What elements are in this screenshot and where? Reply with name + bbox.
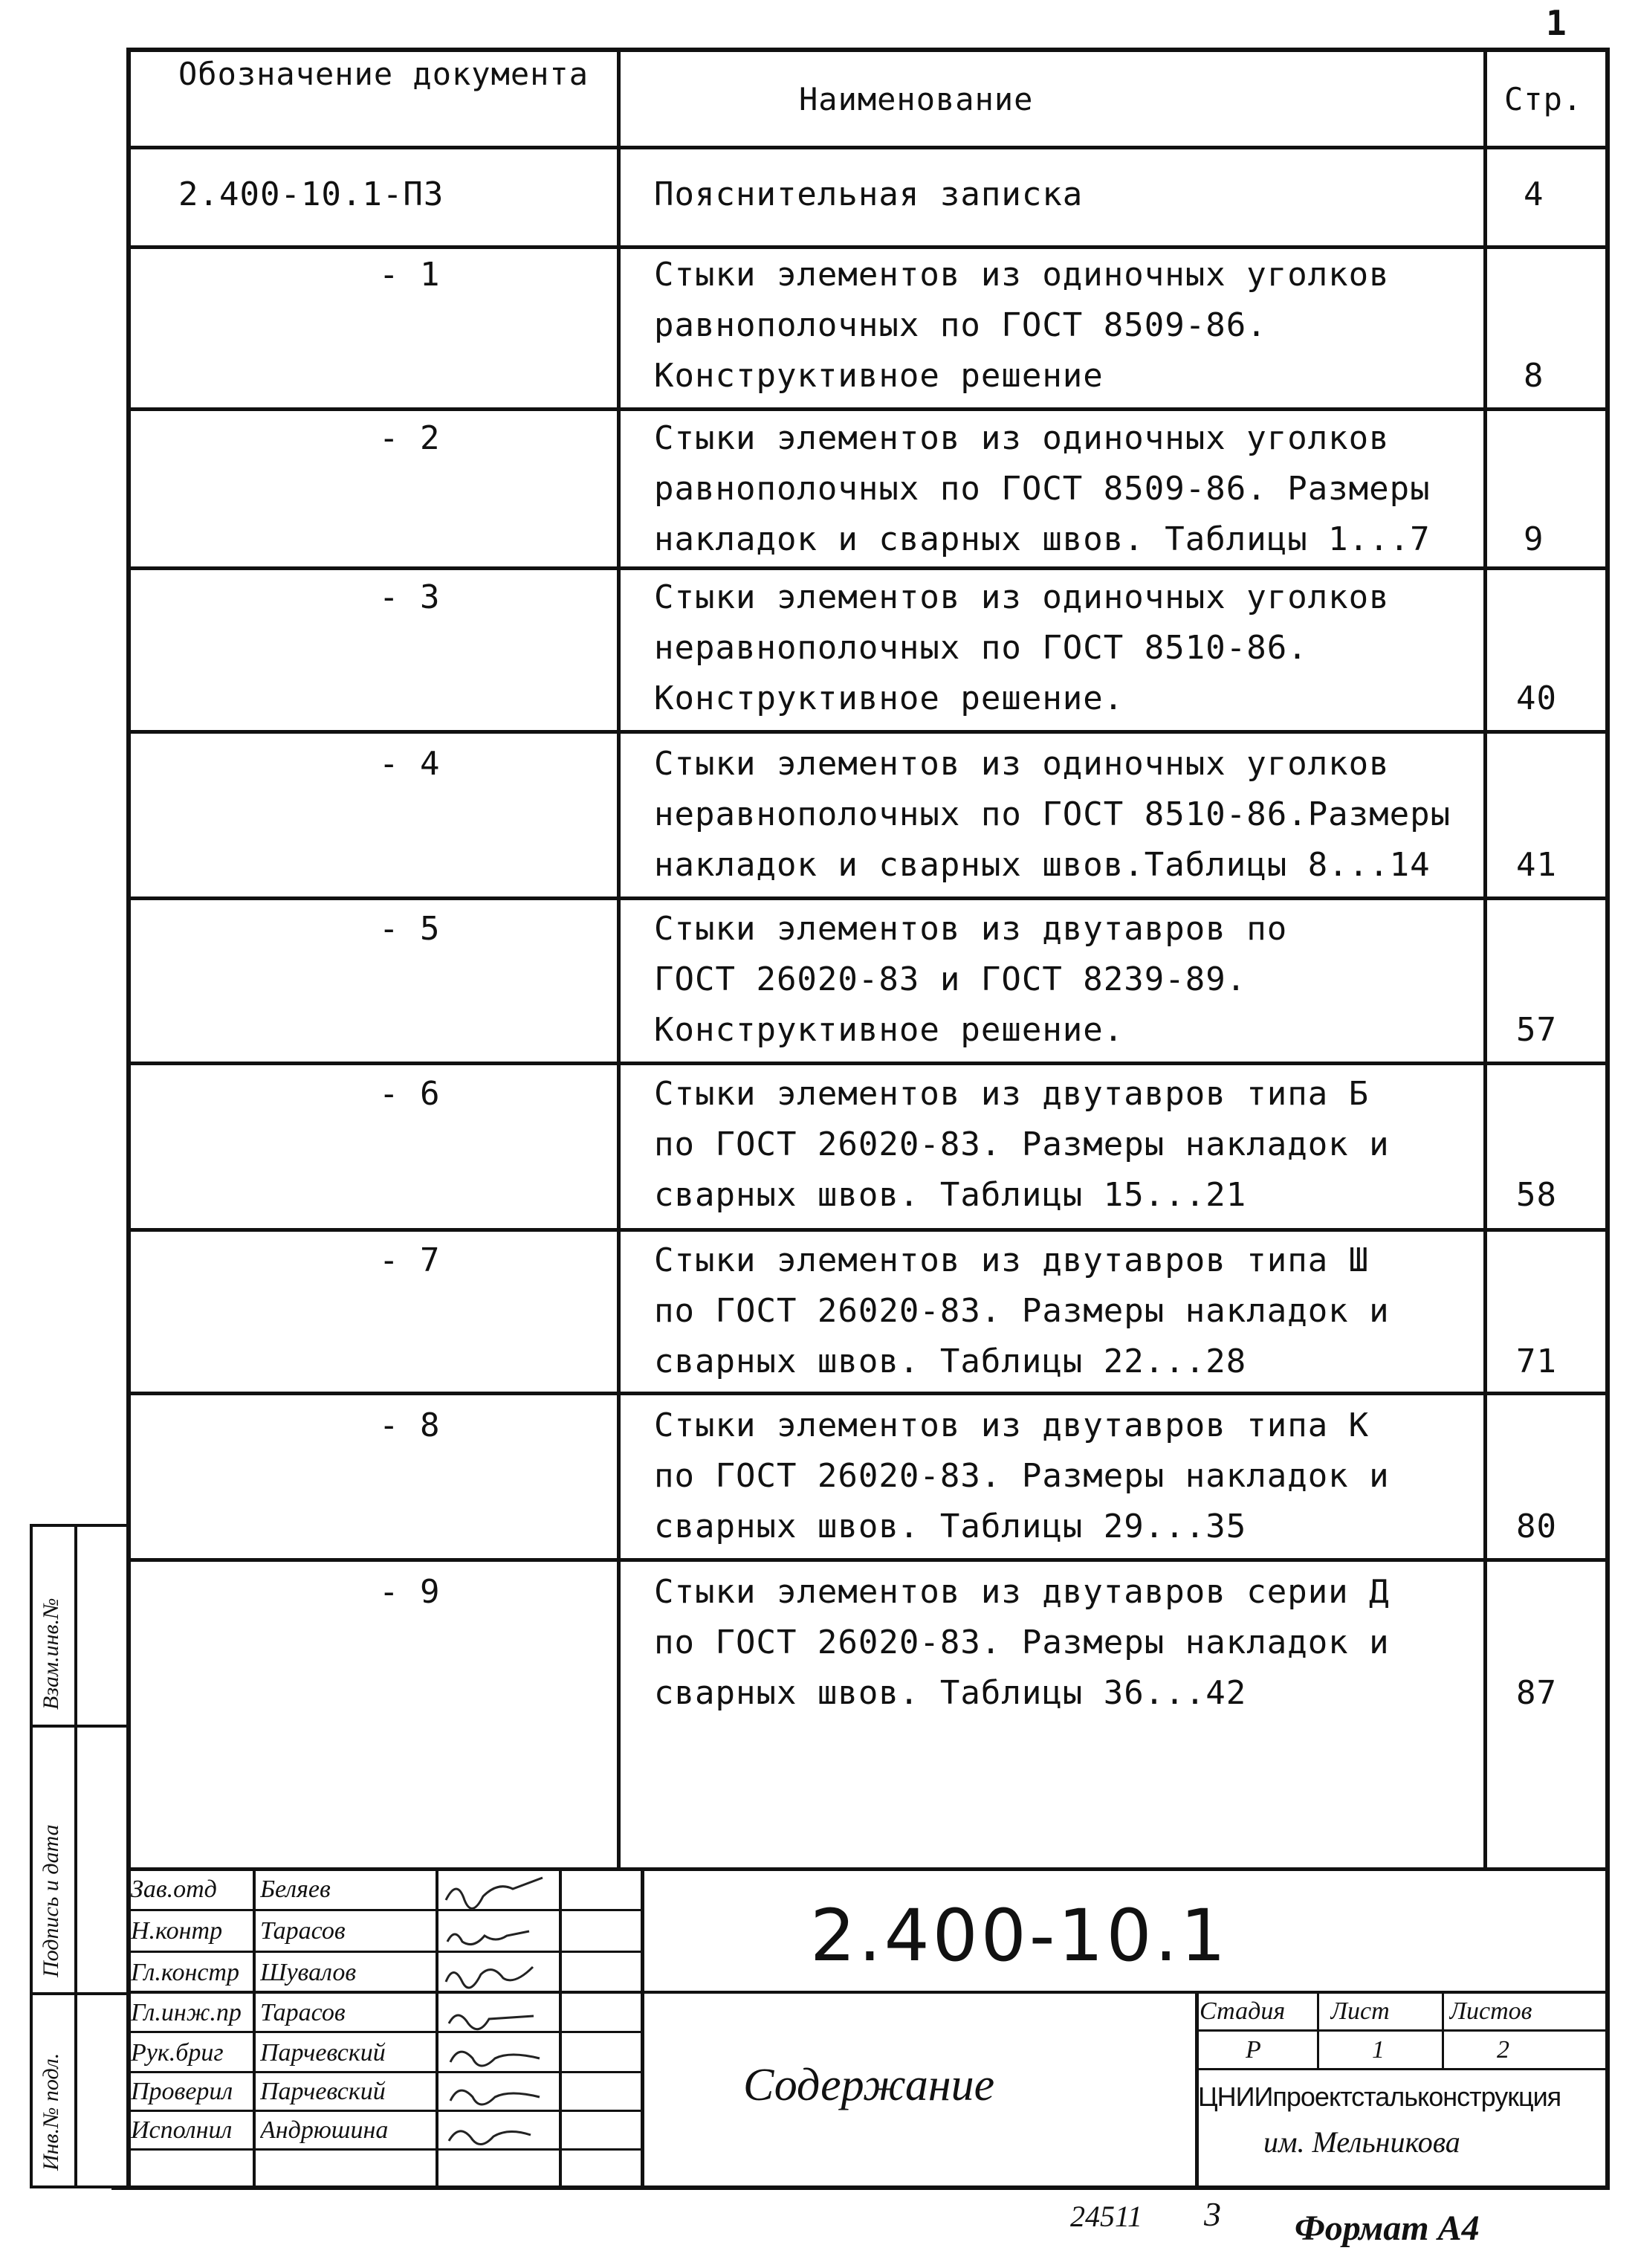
org-name-line2: им. Мельникова: [1263, 2125, 1460, 2159]
stamp-vline: [1442, 1991, 1444, 2070]
stamp-role: Н.контр: [131, 1917, 223, 1945]
row-line: [126, 1062, 1610, 1065]
header-designation: Обозначение документа: [178, 56, 589, 92]
header-page: Стр.: [1504, 81, 1583, 117]
row-line-text: Пояснительная записка: [654, 175, 1084, 213]
stamp-vline: [253, 1867, 256, 2187]
row-line-text: равнополочных по ГОСТ 8509-86. Размеры: [654, 470, 1431, 508]
stamp-name: Тарасов: [260, 1917, 346, 1945]
row-line: [126, 1392, 1610, 1395]
row-line-text: Стыки элементов из двутавров типа Б: [654, 1075, 1370, 1113]
frame-bottom: [111, 2185, 1610, 2190]
row-line-text: по ГОСТ 26020-83. Размеры накладок и: [654, 1125, 1390, 1163]
corner-mark: 1: [1546, 3, 1567, 43]
stamp-role: Проверил: [131, 2078, 233, 2105]
stamp-hline: [126, 1951, 642, 1953]
stage-value: Р: [1246, 2036, 1261, 2064]
stamp-name: Андрюшина: [260, 2116, 389, 2144]
side-label-signature-date: Подпись и дата: [39, 1824, 63, 1977]
row-page: 58: [1516, 1176, 1557, 1214]
side-label-inv-original: Инв.№ подл.: [39, 2052, 63, 2171]
row-code: 2.400-10.1-ПЗ: [178, 175, 444, 213]
row-line-text: по ГОСТ 26020-83. Размеры накладок и: [654, 1624, 1390, 1661]
stamp-name: Шувалов: [260, 1959, 357, 1986]
stamp-title: Содержание: [743, 2060, 995, 2110]
row-line: [126, 245, 1610, 249]
row-code: - 9: [379, 1573, 441, 1611]
row-line: [126, 1228, 1610, 1232]
row-line-text: Конструктивное решение.: [654, 1011, 1124, 1049]
row-line-text: неравнополочных по ГОСТ 8510-86.Размеры: [654, 795, 1451, 833]
signature-scribbles: [438, 1870, 559, 2185]
stamp-vline: [641, 1867, 644, 2187]
row-page: 40: [1516, 679, 1557, 717]
stamp-role: Гл.инж.пр: [131, 1999, 242, 2026]
stamp-hline: [126, 1909, 642, 1911]
row-line-text: равнополочных по ГОСТ 8509-86.: [654, 306, 1267, 344]
stamp-role: Зав.отд: [131, 1876, 217, 1903]
stamp-vline: [559, 1867, 562, 2187]
stamp-name: Тарасов: [260, 1999, 346, 2026]
row-page: 9: [1524, 520, 1544, 558]
side-strip-line: [30, 1725, 129, 1728]
side-strip-line: [30, 1524, 129, 1527]
row-line-text: Стыки элементов из двутавров по: [654, 910, 1288, 948]
side-strip-line: [74, 1524, 77, 2185]
stamp-name: Беляев: [260, 1876, 331, 1903]
stamp-name: Парчевский: [260, 2039, 386, 2067]
row-line-text: неравнополочных по ГОСТ 8510-86.: [654, 629, 1308, 667]
row-line-text: сварных швов. Таблицы 36...42: [654, 1674, 1247, 1712]
stamp-name: Парчевский: [260, 2078, 386, 2105]
side-label-replace-inv: Взам.инв.№: [39, 1597, 63, 1710]
row-code: - 5: [379, 910, 441, 948]
stamp-role: Исполнил: [131, 2116, 233, 2144]
row-page: 71: [1516, 1343, 1557, 1380]
stamp-doc-number: 2.400-10.1: [810, 1894, 1229, 1977]
stamp-role: Рук.бриг: [131, 2039, 224, 2067]
row-code: - 8: [379, 1406, 441, 1444]
side-strip-line: [30, 1524, 33, 2185]
row-line-text: Стыки элементов из одиночных уголков: [654, 419, 1390, 457]
row-line-text: Стыки элементов из двутавров типа Ш: [654, 1241, 1370, 1279]
row-line-text: по ГОСТ 26020-83. Размеры накладок и: [654, 1457, 1390, 1495]
stage-label: Стадия: [1200, 1997, 1286, 2025]
row-page: 80: [1516, 1508, 1557, 1545]
frame-top: [126, 48, 1610, 52]
row-line-text: по ГОСТ 26020-83. Размеры накладок и: [654, 1292, 1390, 1330]
row-code: - 7: [379, 1241, 441, 1279]
row-line: [126, 566, 1610, 570]
row-line-text: накладок и сварных швов.Таблицы 8...14: [654, 846, 1431, 884]
row-line-text: Стыки элементов из двутавров типа К: [654, 1406, 1370, 1444]
sheet-label: Лист: [1330, 1997, 1390, 2025]
sheets-label: Листов: [1449, 1997, 1532, 2025]
row-page: 87: [1516, 1674, 1557, 1712]
row-page: 57: [1516, 1011, 1557, 1049]
row-line-text: сварных швов. Таблицы 15...21: [654, 1176, 1247, 1214]
side-strip-line: [30, 1992, 129, 1995]
org-name: ЦНИИпроектстальконструкция: [1198, 2081, 1561, 2112]
row-line-text: сварных швов. Таблицы 22...28: [654, 1343, 1247, 1380]
row-line: [126, 407, 1610, 411]
row-code: - 4: [379, 745, 441, 783]
row-line: [126, 896, 1610, 900]
row-line-text: Стыки элементов из двутавров серии Д: [654, 1573, 1390, 1611]
row-code: - 2: [379, 419, 441, 457]
col-sep-1: [617, 48, 621, 1869]
row-line-text: Стыки элементов из одиночных уголков: [654, 578, 1390, 616]
row-line: [126, 1558, 1610, 1562]
row-line-text: Конструктивное решение.: [654, 679, 1124, 717]
sheets-value: 2: [1497, 2036, 1509, 2064]
row-code: - 6: [379, 1075, 441, 1113]
row-page: 4: [1524, 175, 1544, 213]
row-line: [126, 146, 1610, 149]
row-page: 8: [1524, 357, 1544, 395]
row-line-text: сварных швов. Таблицы 29...35: [654, 1508, 1247, 1545]
row-line: [126, 730, 1610, 734]
footer-format: Формат А4: [1295, 2209, 1480, 2248]
row-line-text: Конструктивное решение: [654, 357, 1104, 395]
footer-inv-number: 24511: [1070, 2200, 1143, 2233]
col-sep-2: [1483, 48, 1487, 1869]
row-line-text: накладок и сварных швов. Таблицы 1...7: [654, 520, 1431, 558]
header-name: Наименование: [799, 81, 1034, 117]
sheet-value: 1: [1372, 2036, 1385, 2064]
row-code: - 3: [379, 578, 441, 616]
footer-page-number: 3: [1204, 2195, 1221, 2233]
row-code: - 1: [379, 256, 441, 294]
stamp-vline: [1317, 1991, 1319, 2070]
row-line-text: ГОСТ 26020-83 и ГОСТ 8239-89.: [654, 960, 1247, 998]
row-line-text: Стыки элементов из одиночных уголков: [654, 256, 1390, 294]
side-strip-line: [30, 2185, 129, 2188]
stamp-role: Гл.констр: [131, 1959, 239, 1986]
row-line-text: Стыки элементов из одиночных уголков: [654, 745, 1390, 783]
row-page: 41: [1516, 846, 1557, 884]
